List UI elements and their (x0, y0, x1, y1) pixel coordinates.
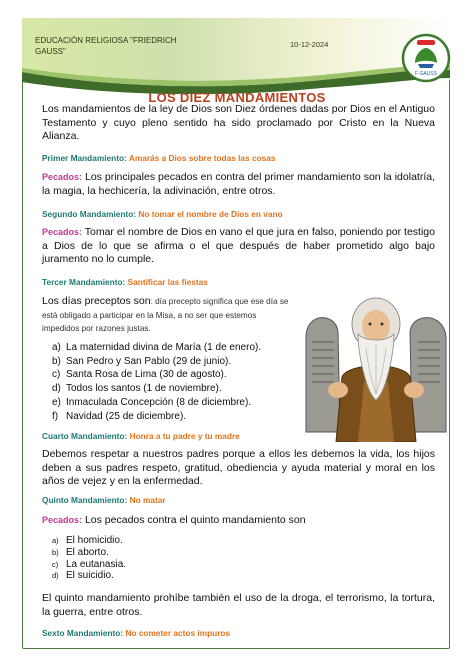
list-item: a) El homicidio. (52, 535, 123, 546)
commandment-4 (42, 431, 240, 441)
commandment-text: Honra a tu padre y tu madre (129, 431, 240, 441)
list-item: b) San Pedro y San Pablo (29 de junio). (52, 355, 232, 367)
list-item: c) Santa Rosa de Lima (30 de agosto). (52, 369, 227, 381)
list-item: a) La maternidad divina de María (1 de enero). (52, 342, 262, 353)
commandment-text: No matar (129, 495, 166, 505)
list-item: e) Inmaculada Concepción (8 de diciembre). (52, 396, 252, 408)
commandment-6 (42, 628, 230, 638)
commandment-text: Amarás a Dios sobre todas las cosas (128, 153, 276, 163)
drugs-paragraph: El quinto mandamiento prohíbe también el uso de la droga, el terrorismo, la tortura, la guerra, entre otros. (42, 592, 435, 618)
list-item: b) El aborto. (52, 546, 109, 558)
commandment-label: Primer Mandamiento: (42, 153, 127, 163)
commandment-5 (42, 495, 166, 505)
list-item: d) Todos los santos (1 de noviembre). (52, 383, 222, 395)
sins-text: Tomar el nombre de Dios en vano el que jura en falso, poniendo por testigo a Dios de lo que se afirma o el que después de haber prometido algo bajo juramento no lo cumple. (42, 226, 435, 266)
commandment-2 (42, 209, 283, 219)
commandment-3 (42, 277, 208, 287)
commandment-text: No cometer actos impuros (125, 628, 231, 638)
school-logo (401, 33, 451, 83)
sins-text: Los principales pecados en contra del primer mandamiento son la idolatría, la magia, la hechicería, la adivinación, entre otros. (42, 171, 435, 197)
sins-text: Los pecados contra el quinto mandamiento son (82, 514, 306, 526)
commandment-label: Cuarto Mandamiento: (42, 431, 128, 441)
commandment-label: Sexto Mandamiento: (42, 628, 124, 638)
honor-parents-paragraph: Debemos respetar a nuestros padres porque a ellos les debemos la vida, los hijos deben a sus padres respeto, gratitud, obediencia y ayuda material y moral en los años de vejez y en la enfermedad. (42, 448, 435, 488)
commandment-text: Santificar las fiestas (127, 277, 208, 287)
intro-paragraph: Los mandamientos de la ley de Dios son Diez órdenes dadas por Dios en el Antiguo Testamento y cuyo pleno sentido ha sido proclamado por Cristo en la Nueva Alianza. (42, 103, 435, 143)
sins-paragraph-2 (42, 226, 435, 267)
list-item: c) La eutanasia. (52, 558, 127, 570)
sins-label: Pecados: (42, 515, 83, 525)
logo-text: F GAUSS (415, 71, 437, 77)
header (22, 18, 450, 94)
header-date: 10-12-2024 (290, 40, 329, 49)
precepts-lead: Los días preceptos son (42, 295, 151, 307)
holy-days-list (52, 341, 261, 423)
list-item: d) El suicidio. (52, 570, 114, 582)
commandment-label: Tercer Mandamiento: (42, 277, 126, 287)
commandment-1 (42, 153, 276, 163)
list-item: f) Navidad (25 de diciembre). (52, 410, 187, 422)
sins-paragraph-1 (42, 171, 435, 198)
sins-label: Pecados: (42, 227, 83, 237)
sins-paragraph-5 (42, 514, 435, 528)
sins-label: Pecados: (42, 172, 83, 182)
school-name: EDUCACIÓN RELIGIOSA "FRIEDRICH GAUSS" (35, 36, 177, 56)
moses-with-tablets-illustration (296, 282, 456, 442)
commandment-text: No tomar el nombre de Dios en vano (138, 209, 283, 219)
precepts-paragraph (42, 295, 294, 336)
commandment-label: Segundo Mandamiento: (42, 209, 137, 219)
commandment-label: Quinto Mandamiento: (42, 495, 128, 505)
fifth-commandment-sins-list (52, 535, 126, 582)
precepts-description: : día precepto significa que ese día se está obligado a participar en la Misa, a no ser que estemos impedidos por razones justas. (42, 297, 289, 333)
document-title: LOS DIEZ MANDAMIENTOS (148, 90, 326, 105)
